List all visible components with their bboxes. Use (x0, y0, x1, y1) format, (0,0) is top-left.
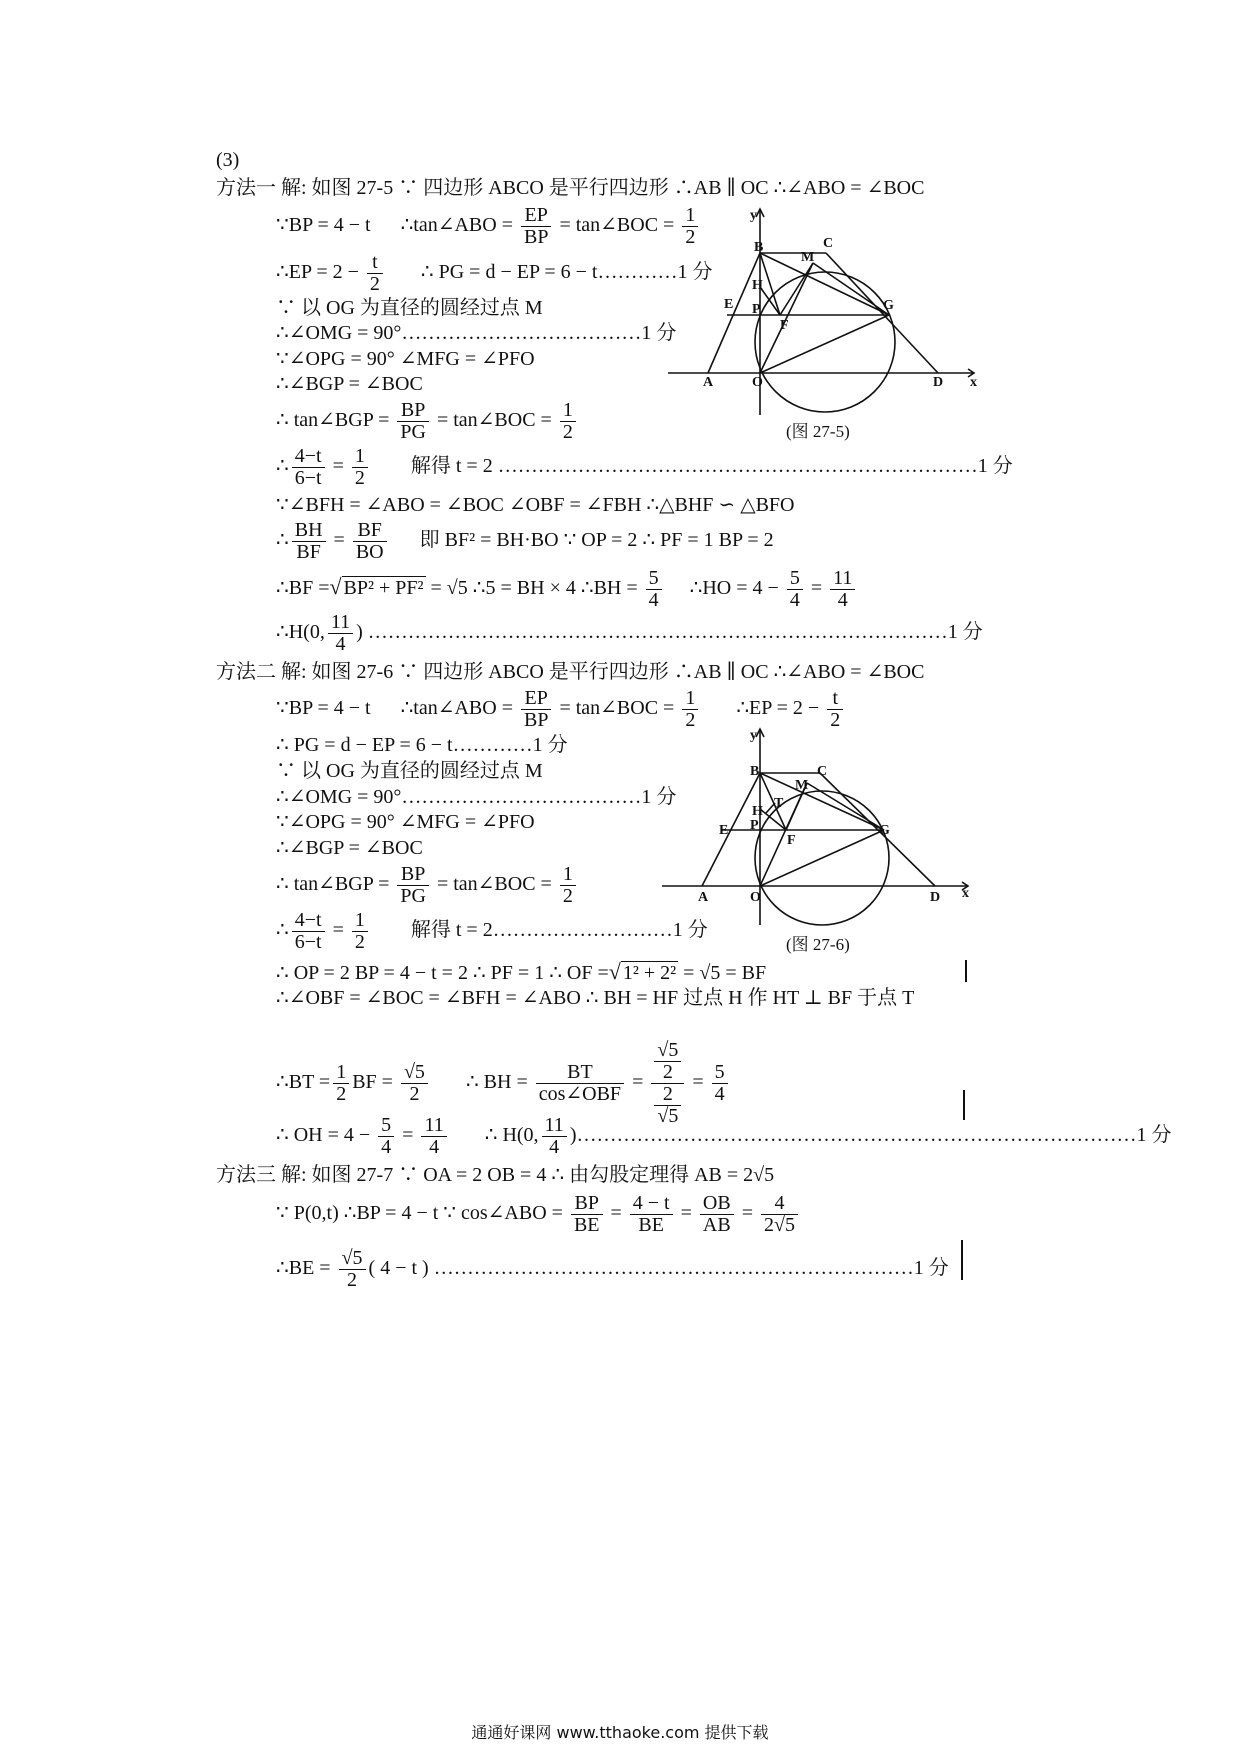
fraction: $\frac{1}{2}$ (333, 1062, 349, 1105)
svg-text:y: y (750, 208, 757, 223)
text: ) ……………………………………………………………………………1 分 (356, 621, 983, 644)
method2-line13: ∴ OH = 4 − $\frac{5}{4}$ = $\frac{11}{4}$ ∴ H(0, $\frac{11}{4}$ )…………………………………………………………………………1 分 (276, 1114, 1172, 1158)
method1-line4: ∵ 以 OG 为直径的圆经过点 M (276, 297, 543, 319)
text: = tan∠BOC = (436, 409, 552, 432)
svg-text:E: E (719, 823, 729, 838)
method2-line5: ∴∠OMG = 90°………………………………1 分 (276, 786, 677, 808)
fraction: $\frac{EP}{BP}$ (521, 205, 551, 248)
method2-intro: 方法二 解: 如图 27-6 ∵ 四边形 ABCO 是平行四边形 ∴AB ∥ OC ∴∠ABO = ∠BOC (216, 661, 925, 683)
text: ∵BP = 4 − t (276, 697, 371, 720)
method3-line2: ∵ P(0,t) ∴BP = 4 − t ∵ cos∠ABO = $\frac{BP}{BE}$ = $\frac{4 - t}{BE}$ = $\frac{OB}{AB}$ = $\frac{4}{2√5}$ (276, 1193, 801, 1236)
scan-edge-mark (965, 960, 967, 982)
svg-text:B: B (754, 240, 764, 255)
fraction: $\frac{11}{4}$ (542, 1115, 567, 1158)
figure-27-5-caption: (图 27-5) (786, 422, 850, 441)
svg-text:A: A (698, 890, 709, 905)
fraction: $\frac{BP}{PG}$ (397, 864, 429, 907)
fraction: $\frac{BT}{\text{cos∠OBF}}$ (536, 1062, 624, 1105)
text: ∴ tan∠BGP = (276, 409, 390, 432)
fraction: $\frac{√5}{2}$ (401, 1062, 428, 1105)
fraction: $\frac{BF}{BO}$ (353, 520, 387, 563)
text: ∴H(0, (276, 621, 325, 644)
svg-text:G: G (883, 298, 894, 313)
fraction: $\frac{BH}{BF}$ (292, 520, 326, 563)
method1-line9: ∴ $\frac{4-t}{6-t}$ = $\frac{1}{2}$ 解得 t = 2 ………………………………………………………………1 分 (276, 445, 1013, 489)
part-label: (3) (216, 149, 240, 171)
svg-text:M: M (795, 778, 809, 793)
fraction: $\frac{4}{2√5}$ (761, 1193, 798, 1236)
fraction: $\frac{4-t}{6-t}$ (292, 446, 325, 489)
text: = tan∠BOC = (559, 214, 675, 237)
svg-text:T: T (774, 796, 784, 811)
method1-line8 (276, 400, 579, 443)
footer: 通通好课网 www.tthaoke.com 提供下载 (471, 1723, 769, 1742)
fraction: $\frac{\frac{√5}{2}}{\frac{2}{√5}}$ (651, 1040, 684, 1127)
fraction: $\frac{11}{4}$ (328, 612, 353, 655)
fraction: $\frac{t}{2}$ (827, 688, 843, 731)
fraction: $\frac{1}{2}$ (352, 910, 368, 953)
text: ∴HO = 4 − (689, 577, 779, 600)
fraction: $\frac{1}{2}$ (560, 400, 576, 443)
figure-27-5 (668, 205, 978, 420)
text: )…………………………………………………………………………1 分 (569, 1124, 1172, 1147)
text: ∴ H(0, (484, 1124, 539, 1147)
method2-line12: ∴BT = $\frac{1}{2}$ BF = $\frac{√5}{2}$ ∴ BH = $\frac{BT}{\text{cos∠OBF}}$ = $\frac{\frac{√5}{2}}{\frac{2}{√5}}$ = $\frac{5}{4}$ (276, 1040, 731, 1127)
fraction: $\frac{4 - t}{BE}$ (630, 1193, 673, 1236)
text: ∴EP = 2 − (736, 697, 820, 720)
svg-text:A: A (703, 375, 714, 390)
fraction: $\frac{5}{4}$ (712, 1062, 728, 1105)
svg-text:G: G (879, 823, 890, 838)
fraction: $\frac{4-t}{6-t}$ (292, 910, 325, 953)
method3-line3 (276, 1248, 949, 1291)
method2-line8 (276, 864, 579, 907)
method2-line3: ∴ PG = d − EP = 6 − t…………1 分 (276, 734, 568, 756)
method1-line12: ∴BF =√ BP² + PF² = √5 ∴5 = BH × 4 ∴BH = $\frac{5}{4}$ ∴HO = 4 − $\frac{5}{4}$ = $\frac{11}{4}$ (276, 568, 858, 611)
svg-text:H: H (752, 278, 763, 293)
svg-text:M: M (801, 250, 815, 265)
svg-text:x: x (970, 375, 977, 390)
text: 解得 t = 2………………………1 分 (410, 919, 708, 942)
method1-line13 (276, 612, 983, 655)
fraction: $\frac{1}{2}$ (352, 446, 368, 489)
text: ( 4 − t ) ………………………………………………………………1 分 (368, 1257, 949, 1280)
text: ∴ tan∠BGP = (276, 873, 390, 896)
text: ∵BP = 4 − t (276, 214, 371, 237)
svg-text:y: y (750, 728, 757, 743)
fraction: $\frac{1}{2}$ (682, 688, 698, 731)
text: = tan∠BOC = (559, 697, 675, 720)
fraction: $\frac{11}{4}$ (421, 1115, 446, 1158)
svg-text:E: E (724, 297, 734, 312)
method2-line7: ∴∠BGP = ∠BOC (276, 837, 423, 859)
method3-intro: 方法三 解: 如图 27-7 ∵ OA = 2 OB = 4 ∴ 由勾股定理得 AB = 2√5 (216, 1164, 775, 1186)
sqrt: √ 1² + 2² (608, 959, 677, 984)
text: ∴BT = (276, 1071, 331, 1094)
fraction: $\frac{BP}{PG}$ (397, 400, 429, 443)
svg-text:P: P (752, 302, 761, 317)
svg-text:P: P (750, 818, 759, 833)
method1-line6: ∵∠OPG = 90° ∠MFG = ∠PFO (276, 348, 535, 370)
text: ∴ BH = (465, 1071, 528, 1094)
method1-line11: ∴ $\frac{BH}{BF}$ = $\frac{BF}{BO}$ 即 BF² = BH·BO ∵ OP = 2 ∴ PF = 1 BP = 2 (276, 519, 774, 563)
fraction: $\frac{11}{4}$ (830, 568, 855, 611)
method1-line2 (276, 205, 701, 248)
fraction: $\frac{√5}{2}$ (339, 1248, 366, 1291)
svg-text:C: C (817, 764, 828, 779)
figure-27-6 (662, 725, 972, 940)
method2-line10 (276, 961, 766, 983)
text: = tan∠BOC = (436, 873, 552, 896)
method1-line10: ∵∠BFH = ∠ABO = ∠BOC ∠OBF = ∠FBH ∴△BHF ∽ △BFO (276, 494, 795, 516)
fraction: $\frac{5}{4}$ (646, 568, 662, 611)
method1-line5: ∴∠OMG = 90°………………………………1 分 (276, 322, 677, 344)
scan-edge-mark (963, 1090, 965, 1120)
method2-line11: ∴∠OBF = ∠BOC = ∠BFH = ∠ABO ∴ BH = HF 过点 H 作 HT ⊥ BF 于点 T (276, 987, 915, 1009)
svg-text:H: H (752, 804, 763, 819)
svg-text:x: x (962, 886, 969, 901)
method1-line3 (276, 252, 712, 295)
sqrt: √ BP² + PF² (329, 574, 424, 600)
svg-text:F: F (787, 833, 796, 848)
method2-line6: ∵∠OPG = 90° ∠MFG = ∠PFO (276, 811, 535, 833)
fraction: $\frac{5}{4}$ (787, 568, 803, 611)
text: ∴tan∠ABO = (400, 214, 513, 237)
text: = √5 ∴5 = BH × 4 ∴BH = (430, 577, 638, 600)
fraction: $\frac{OB}{AB}$ (700, 1193, 734, 1236)
fraction: $\frac{5}{4}$ (378, 1115, 394, 1158)
fraction: $\frac{BP}{BE}$ (571, 1193, 603, 1236)
figure-27-6-caption: (图 27-6) (786, 935, 850, 954)
svg-text:O: O (750, 890, 761, 905)
text: ∴tan∠ABO = (400, 697, 513, 720)
method1-intro: 方法一 解: 如图 27-5 ∵ 四边形 ABCO 是平行四边形 ∴AB ∥ OC ∴∠ABO = ∠BOC (216, 177, 925, 199)
method2-line4: ∵ 以 OG 为直径的圆经过点 M (276, 760, 543, 782)
svg-text:D: D (930, 890, 941, 905)
text: ∴ OP = 2 BP = 4 − t = 2 ∴ PF = 1 ∴ OF = (276, 962, 609, 984)
svg-text:O: O (752, 375, 763, 390)
text: ∴ PG = d − EP = 6 − t…………1 分 (420, 261, 713, 284)
text: 解得 t = 2 ………………………………………………………………1 分 (410, 455, 1013, 478)
fraction: $\frac{1}{2}$ (560, 864, 576, 907)
text: ∵ P(0,t) ∴BP = 4 − t ∵ cos∠ABO = (276, 1202, 563, 1225)
text: ∴BE = (276, 1257, 331, 1280)
svg-text:D: D (933, 375, 944, 390)
method1-line7: ∴∠BGP = ∠BOC (276, 373, 423, 395)
text: = √5 = BF (683, 962, 767, 984)
svg-text:F: F (780, 318, 789, 333)
text: BF = (352, 1071, 393, 1094)
scan-edge-mark (961, 1240, 963, 1280)
fraction: $\frac{EP}{BP}$ (521, 688, 551, 731)
method2-line9: ∴ $\frac{4-t}{6-t}$ = $\frac{1}{2}$ 解得 t = 2………………………1 分 (276, 909, 708, 953)
text: ∴ OH = 4 − (276, 1124, 371, 1147)
text: ∴BF = (276, 577, 330, 600)
svg-text:C: C (823, 236, 834, 251)
text: ∴EP = 2 − (276, 261, 359, 284)
fraction: $\frac{t}{2}$ (367, 252, 383, 295)
fraction: $\frac{1}{2}$ (682, 205, 698, 248)
svg-text:B: B (750, 764, 760, 779)
text: 即 BF² = BH·BO ∵ OP = 2 ∴ PF = 1 BP = 2 (419, 529, 774, 552)
